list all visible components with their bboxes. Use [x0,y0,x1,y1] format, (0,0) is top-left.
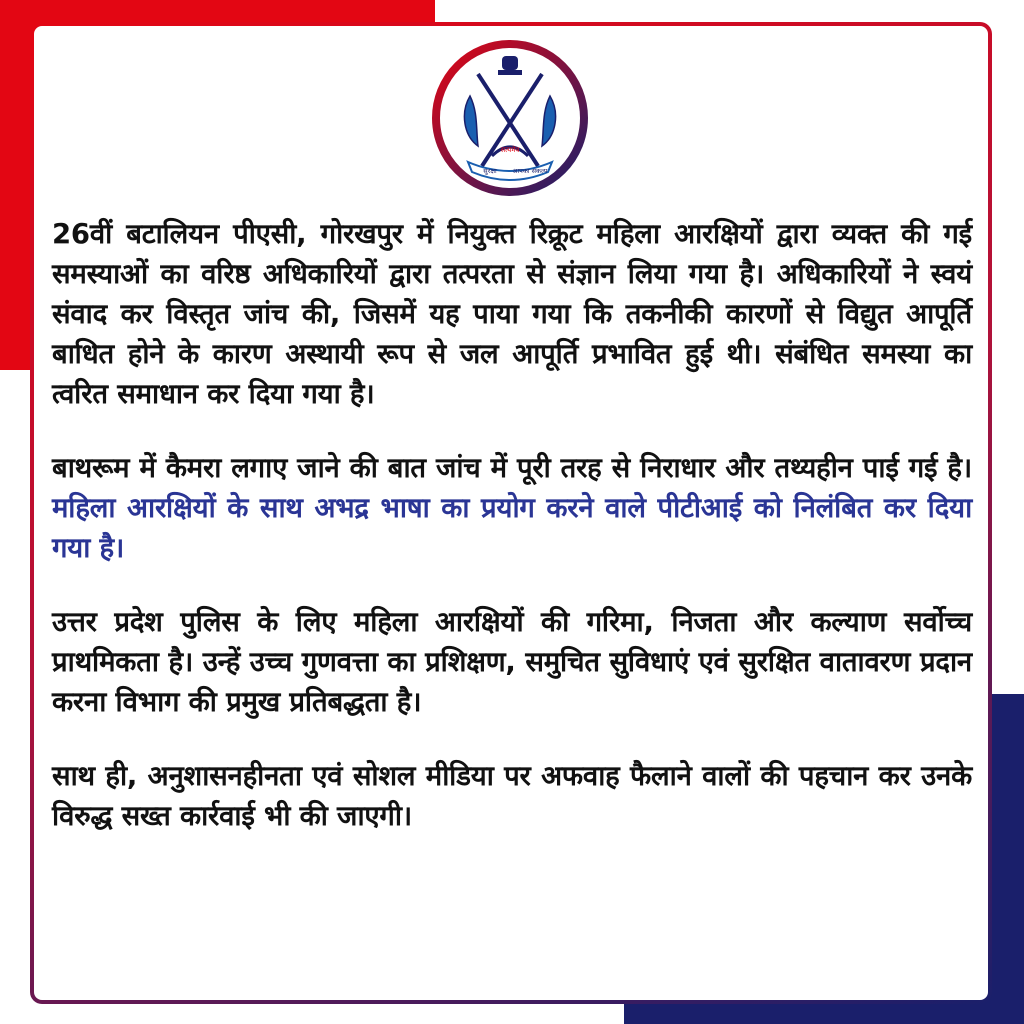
emblem-banner: सत्यमेव [500,146,520,154]
emblem-motto-right: आपका संकल्प [512,167,548,175]
paragraph-2-highlight: महिला आरक्षियों के साथ अभद्र भाषा का प्रयोग करने वाले पीटीआई को निलंबित कर दिया गया है। [52,492,972,564]
paragraph-2-plain: बाथरूम में कैमरा लगाए जाने की बात जांच में पूरी तरह से निराधार और तथ्यहीन पाई गई है। [52,452,972,484]
notice-text [52,214,972,870]
paragraph-3: उत्तर प्रदेश पुलिस के लिए महिला आरक्षियों की गरिमा, निजता और कल्याण सर्वोच्च प्राथमिकता है। उन्हें उच्च गुणवत्ता का प्रशिक्षण, समुचित सुविधाएं एवं सुरक्षित वातावरण प्रदान करना विभाग की प्रमुख प्रतिबद्धता है। [52,606,972,718]
paragraph-4: साथ ही, अनुशासनहीनता एवं सोशल मीडिया पर अफवाह फैलाने वालों की पहचान कर उनके विरुद्ध सख्त कार्रवाई भी की जाएगी। [52,760,972,832]
up-police-emblem-icon [430,38,590,198]
paragraph-2 [52,448,972,568]
paragraph-1: 26वीं बटालियन पीएसी, गोरखपुर में नियुक्त रिक्रूट महिला आरक्षियों द्वारा व्यक्त की गई समस्याओं का वरिष्ठ अधिकारियों द्वारा तत्परता से संज्ञान लिया गया है। अधिकारियों ने स्वयं संवाद कर विस्तृत जांच की, जिसमें यह पाया गया कि तकनीकी कारणों से विद्युत आपूर्ति बाधित होने के कारण अस्थायी रूप से जल आपूर्ति प्रभावित हुई थी। संबंधित समस्या का त्वरित समाधान कर दिया गया है। [52,218,972,410]
emblem-motto-left: सुरक्षा [483,167,497,175]
